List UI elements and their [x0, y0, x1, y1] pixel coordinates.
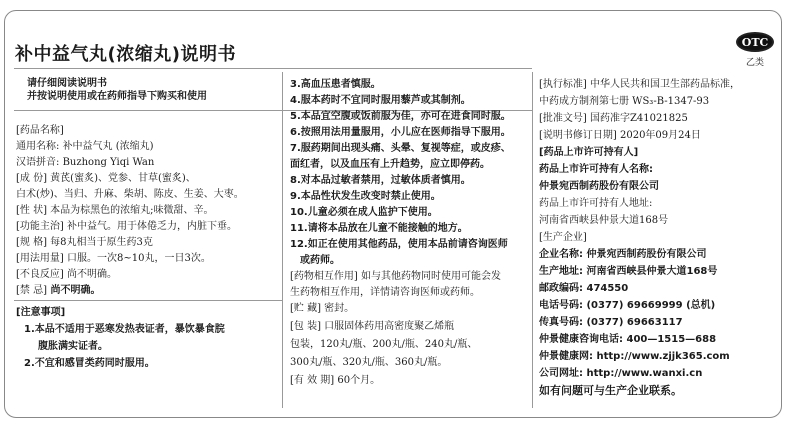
- field-value: 尚不明确。: [50, 285, 101, 296]
- precautions-header: [注意事项]: [16, 307, 66, 318]
- package-line-2: 包装，120丸/瓶、200丸/瓶、240丸/瓶、: [290, 339, 478, 350]
- field-label: [有 效 期]: [290, 375, 335, 386]
- precaution-item-1: 1.本品不适用于恶寒发热表证者，暴饮暴食脘: [24, 324, 225, 335]
- drug-interaction-line-2: 生药物相互作用，详情请咨询医师或药师。: [290, 287, 480, 298]
- field-pinyin: [16, 156, 154, 169]
- field-contraindications: [16, 284, 100, 297]
- otc-badge: OTC: [736, 32, 774, 52]
- mah-name-label: 药品上市许可持有人名称:: [539, 164, 653, 175]
- field-label: [禁 忌]: [16, 285, 47, 296]
- column-divider-2: [532, 72, 533, 408]
- field-appearance: [16, 204, 214, 217]
- mah-address-label: 药品上市许可持有人地址:: [539, 198, 653, 209]
- field-generic-name: [16, 140, 154, 153]
- field-value: 尚不明确。: [67, 269, 117, 280]
- field-value: Buzhong Yiqi Wan: [62, 157, 155, 168]
- field-label: [不良反应]: [16, 269, 64, 280]
- precaution-item-6: 6.按照用法用量服用，小儿应在医师指导下服用。: [290, 127, 511, 138]
- precaution-item-11: 11.请将本品放在儿童不能接触的地方。: [290, 223, 468, 234]
- field-label: 通用名称:: [16, 141, 60, 152]
- precaution-item-3: 3.高血压患者慎服。: [290, 79, 381, 90]
- notice-line-2: 并按说明使用或在药师指导下购买和使用: [27, 91, 207, 102]
- field-value: 补中益气丸 (浓缩丸): [62, 141, 154, 152]
- manufacturer-name: 企业名称: 仲景宛西制药股份有限公司: [539, 249, 707, 260]
- precaution-item-8: 8.对本品过敏者禁用，过敏体质者慎用。: [290, 175, 471, 186]
- field-label: [用法用量]: [16, 253, 64, 264]
- field-indications: [16, 220, 237, 233]
- otc-category: 乙类: [746, 58, 765, 68]
- health-hotline: 仲景健康咨询电话: 400—1515—688: [539, 334, 717, 345]
- standard-line: [执行标准] 中华人民共和国卫生部药品标准，: [539, 79, 740, 90]
- health-website: 仲景健康网: http://www.zjjk365.com: [539, 351, 730, 362]
- field-label: [性 状]: [16, 205, 47, 216]
- phone-number: 电话号码: (0377) 69669999 (总机): [539, 300, 716, 311]
- field-value: 每8丸相当于原生药3克: [50, 237, 153, 248]
- field-specification: [16, 236, 153, 249]
- field-value: 密封。: [324, 303, 355, 314]
- precautions-divider: [14, 300, 282, 301]
- precaution-item-5: 5.本品宜空腹或饭前服为佳，亦可在进食同时服。: [290, 111, 511, 122]
- mah-header: [药品上市许可持有人]: [539, 147, 639, 158]
- field-label: [功能主治]: [16, 221, 64, 232]
- mah-name: 仲景宛西制药股份有限公司: [539, 181, 659, 192]
- document-title: 补中益气丸(浓缩丸)说明书: [15, 44, 236, 65]
- precaution-item-12-cont: 或药师。: [300, 255, 340, 266]
- precaution-item-12: 12.如正在使用其他药品，使用本品前请咨询医师: [290, 239, 508, 250]
- field-label: [成 份]: [16, 173, 47, 184]
- storage-field: [290, 302, 354, 315]
- precaution-item-7-cont: 面红者，以及血压有上升趋势，应立即停药。: [290, 159, 490, 170]
- column-divider-1: [282, 72, 283, 408]
- field-value: 黄芪(蜜炙)、党参、甘草(蜜炙)、: [50, 173, 196, 184]
- precaution-item-10: 10.儿童必须在成人监护下使用。: [290, 207, 438, 218]
- company-website: 公司网址: http://www.wanxi.cn: [539, 368, 703, 379]
- approval-number: [批准文号] 国药准字Z41021825: [539, 113, 688, 124]
- field-label: 汉语拼音:: [16, 157, 60, 168]
- manufacturer-header: [生产企业]: [539, 232, 587, 243]
- field-value: 补中益气。用于体倦乏力，内脏下垂。: [67, 221, 237, 232]
- field-ingredients-cont: [16, 188, 244, 201]
- field-ingredients: [16, 172, 196, 185]
- field-dosage: [16, 252, 211, 265]
- standard-line-cont: 中药成方制剂第七册 WS₃-B-1347-93: [539, 96, 710, 107]
- field-value: 白术(炒)、当归、升麻、柴胡、陈皮、生姜、大枣。: [16, 189, 244, 200]
- field-value: 60个月。: [337, 375, 381, 386]
- revision-date: [说明书修订日期] 2020年09月24日: [539, 130, 701, 141]
- mah-address: 河南省西峡县仲景大道168号: [539, 215, 669, 226]
- package-line-1: [包 装] 口服固体药用高密度聚乙烯瓶: [290, 321, 455, 332]
- manufacturer-address: 生产地址: 河南省西峡县仲景大道168号: [539, 266, 718, 277]
- precaution-item-4: 4.服本药时不宜同时服用藜芦或其制剂。: [290, 95, 471, 106]
- contact-note: 如有问题可与生产企业联系。: [539, 384, 682, 397]
- drug-name-header: [药品名称]: [16, 125, 64, 136]
- fax-number: 传真号码: (0377) 69663117: [539, 317, 683, 328]
- field-label: [规 格]: [16, 237, 47, 248]
- field-adverse-reactions: [16, 268, 117, 281]
- precaution-item-7: 7.服药期间出现头痛、头晕、复视等症，或皮疹、: [290, 143, 511, 154]
- precaution-item-9: 9.本品性状发生改变时禁止使用。: [290, 191, 441, 202]
- precaution-item-2: 2.不宜和感冒类药同时服用。: [24, 358, 155, 369]
- field-label: [贮 藏]: [290, 303, 321, 314]
- notice-line-1: 请仔细阅读说明书: [27, 78, 107, 89]
- title-divider: [14, 68, 532, 69]
- field-value: 口服。一次8~10丸，一日3次。: [67, 253, 211, 264]
- drug-interaction-line-1: [药物相互作用] 如与其他药物同时使用可能会发: [290, 271, 501, 282]
- postal-code: 邮政编码: 474550: [539, 283, 629, 294]
- field-value: 本品为棕黑色的浓缩丸;味微甜、辛。: [50, 205, 214, 216]
- package-line-3: 300丸/瓶、320丸/瓶、360丸/瓶。: [290, 357, 448, 368]
- validity-field: [290, 374, 380, 387]
- precaution-item-1-cont: 腹胀满实证者。: [38, 341, 108, 352]
